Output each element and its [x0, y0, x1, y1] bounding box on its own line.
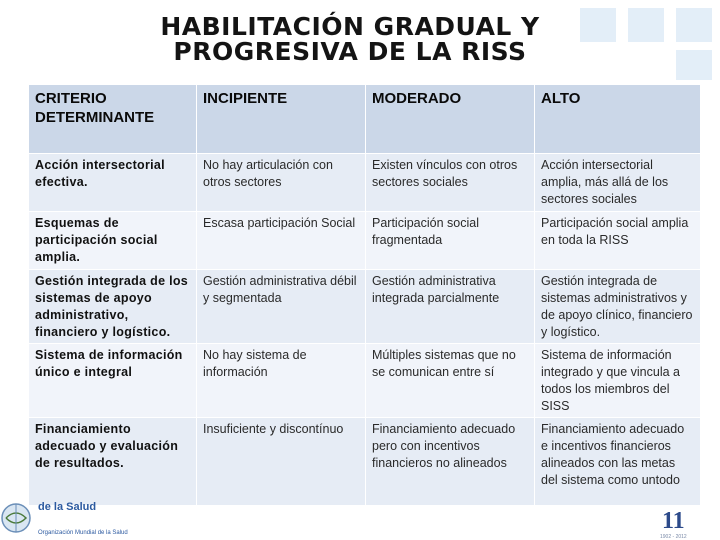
cell-moderado: Existen vínculos con otros sectores sociales: [366, 154, 535, 212]
cell-moderado: Financiamiento adecuado pero con incentivos financieros no alineados: [366, 418, 535, 506]
table-header-row: [29, 85, 701, 154]
cell-criterio: Acción intersectorial efectiva.: [29, 154, 197, 212]
table-row: [29, 270, 701, 344]
cell-criterio: Sistema de información único e integral: [29, 344, 197, 418]
ops-logo: [0, 480, 170, 540]
cell-alto: Sistema de información integrado y que vincula a todos los miembros del SISS: [535, 344, 701, 418]
cell-criterio: Esquemas de participación social amplia.: [29, 212, 197, 270]
column-header-moderado: MODERADO: [366, 85, 535, 154]
riss-table: [28, 84, 701, 506]
page-title: [0, 14, 700, 64]
cell-incipiente: No hay sistema de información: [197, 344, 366, 418]
cell-moderado: Gestión administrativa integrada parcialmente: [366, 270, 535, 344]
cell-moderado: Participación social fragmentada: [366, 212, 535, 270]
logo-brand-text: de la Salud: [38, 501, 97, 513]
column-header-incipiente: INCIPIENTE: [197, 85, 366, 154]
cell-criterio: Gestión integrada de los sistemas de apoyo administrativo, financiero y logístico.: [29, 270, 197, 344]
cell-alto: Participación social amplia en toda la RISS: [535, 212, 701, 270]
cell-incipiente: Escasa participación Social: [197, 212, 366, 270]
cell-moderado: Múltiples sistemas que no se comunican entre sí: [366, 344, 535, 418]
title-line-2: PROGRESIVA DE LA RISS: [173, 37, 527, 66]
title-line-1: HABILITACIÓN GRADUAL Y: [160, 12, 540, 41]
cell-incipiente: Gestión administrativa débil y segmentada: [197, 270, 366, 344]
logo-sub-text: Organización Mundial de la Salud: [38, 530, 128, 536]
table-row: [29, 154, 701, 212]
cell-incipiente: Insuficiente y discontínuo: [197, 418, 366, 506]
table-row: [29, 212, 701, 270]
column-header-alto: ALTO: [535, 85, 701, 154]
cell-alto: Acción intersectorial amplia, más allá de los sectores sociales: [535, 154, 701, 212]
table-row: [29, 344, 701, 418]
cell-alto: Financiamiento adecuado e incentivos financieros alineados con las metas del sistema como untodo: [535, 418, 701, 506]
cell-incipiente: No hay articulación con otros sectores: [197, 154, 366, 212]
anniversary-logo: [650, 500, 720, 540]
anniversary-mark: 11: [662, 508, 685, 534]
cell-criterio: Financiamiento adecuado y evaluación de resultados.: [29, 418, 197, 506]
cell-alto: Gestión integrada de sistemas administrativos y de apoyo clínico, financiero y logístico.: [535, 270, 701, 344]
anniversary-years: 1902 - 2012: [660, 534, 687, 540]
column-header-criterio: CRITERIO DETERMINANTE: [29, 85, 197, 154]
